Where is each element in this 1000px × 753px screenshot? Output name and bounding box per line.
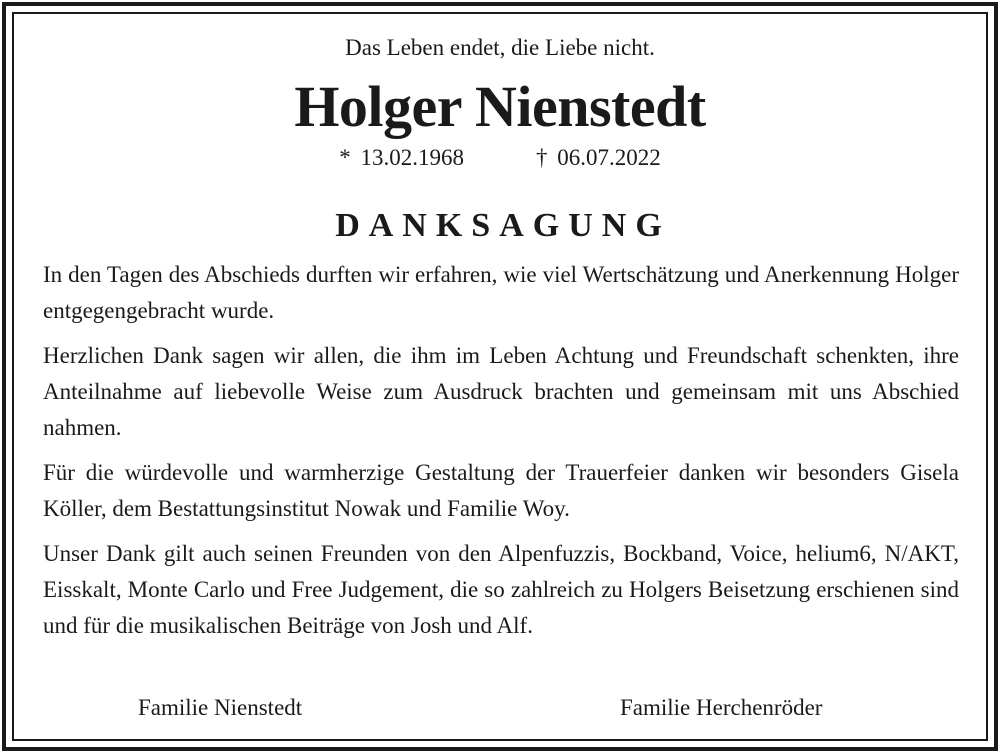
paragraph: Unser Dank gilt auch seinen Freunden von den Alpenfuzzis, Bockband, Voice, helium6, N/AKT, Eisskalt, Monte Carlo und Free Judgement, die so zahlreich zu Holgers Beisetzung erschienen sind und für die musikalischen Beiträge von Josh und Alf. xyxy=(43,541,959,638)
motto: Das Leben endet, die Liebe nicht. xyxy=(345,35,655,60)
birth-date: * 13.02.1968 xyxy=(339,145,464,170)
signature-right: Familie Herchenröder xyxy=(620,695,823,720)
paragraph: Herzlichen Dank sagen wir allen, die ihm im Leben Achtung und Freundschaft schenkten, ihre Anteilnahme auf liebevolle Weise zum Ausdruck brachten und gemeinsam mit uns Abschied nahmen. xyxy=(43,343,959,440)
life-dates xyxy=(0,143,1000,173)
paragraph: In den Tagen des Abschieds durften wir erfahren, wie viel Wertschätzung und Anerkennung Holger entgegengebracht wurde. xyxy=(43,262,959,323)
body-text xyxy=(43,257,959,653)
signature-left: Familie Nienstedt xyxy=(138,695,303,720)
death-date: † 06.07.2022 xyxy=(536,145,661,170)
heading-danksagung: DANKSAGUNG xyxy=(335,207,671,244)
paragraph: Für die würdevolle und warmherzige Gestaltung der Trauerfeier danken wir besonders Gisela Köller, dem Bestattungsinstitut Nowak und Familie Woy. xyxy=(43,460,959,521)
deceased-name: Holger Nienstedt xyxy=(294,74,706,139)
